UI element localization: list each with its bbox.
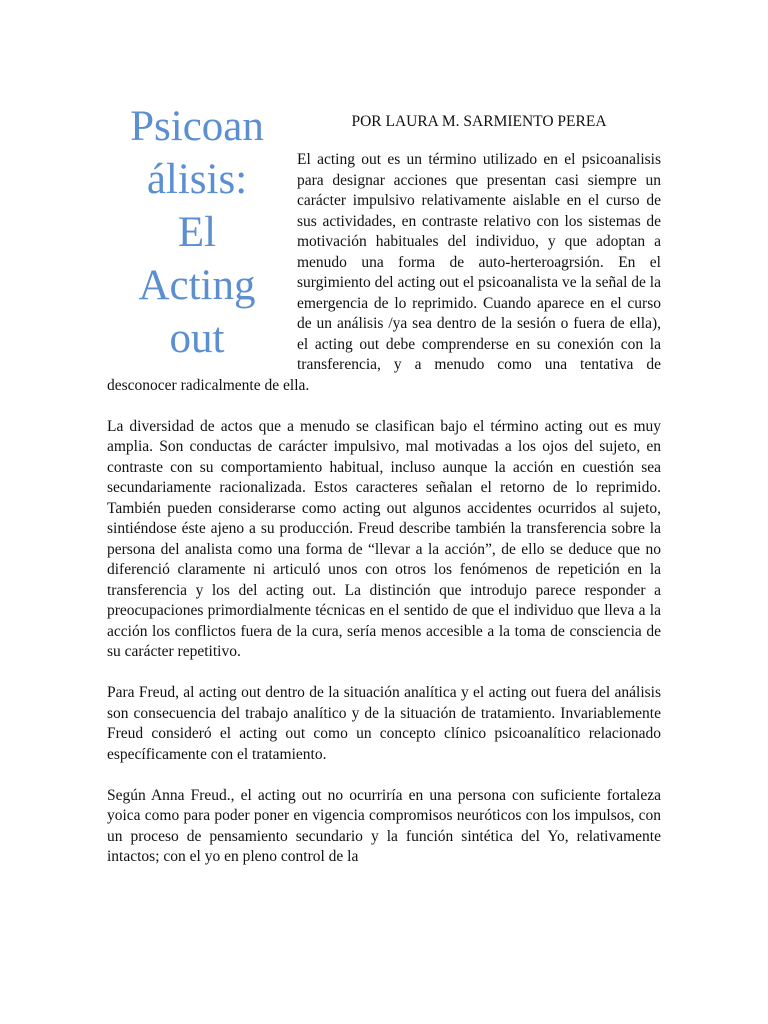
paragraph-3: Para Freud, al acting out dentro de la situación analítica y el acting out fuera del análisis son consecuencia del trabajo analítico y de la situación de tratamiento. Invariablemente Freud consideró el acting out como un concepto clínico psicoanalítico relacionado específicamente con el tratamiento. (107, 684, 661, 763)
document-body (107, 100, 661, 888)
paragraph-1: El acting out es un término utilizado en el psicoanalisis para designar acciones que presentan casi siempre un carácter impulsivo relativamente aislable en el curso de sus actividades, en contraste relativo con los sistemas de motivación habituales del individuo, y que adoptan a menudo una forma de auto-herteroagrsión. En el surgimiento del acting out el psicoanalista ve la señal de la emergencia de lo reprimido. Cuando aparece en el curso de un análisis /ya sea dentro de la sesión o fuera de ella), el acting out debe comprenderse en su conexión con la transferencia, y a menudo como una tentativa de desconocer radicalmente de ella. (107, 151, 661, 394)
title-line: El (177, 209, 217, 256)
document-title (107, 100, 287, 365)
author-byline: POR LAURA M. SARMIENTO PEREA (351, 113, 607, 130)
paragraph-2: La diversidad de actos que a menudo se clasifican bajo el término acting out es muy amplia. Son conductas de carácter impulsivo, mal motivadas a los ojos del sujeto, en contraste con su comportamiento habitual, incluso aunque la acción en cuestión sea secundariamente racionalizada. Estos caracteres señalan el retorno de lo reprimido. También pueden considerarse como acting out algunos accidentes ocurridos al sujeto, sintiéndose éste ajeno a su producción. Freud describe también la transferencia sobre la persona del analista como una forma de “llevar a la acción”, de ello se deduce que no diferenció claramente ni articuló unos con otros los fenómenos de repetición en la transferencia y los del acting out. La distinción que introdujo parece responder a preocupaciones primordialmente técnicas en el sentido de que el individuo que lleva a la acción los conflictos fuera de la cura, sería menos accesible a la toma de consciencia de su carácter repetitivo. (107, 417, 661, 660)
title-line: out (169, 315, 225, 362)
title-line: Psicoan (130, 103, 264, 150)
title-line: Acting (138, 262, 256, 309)
paragraph-4: Según Anna Freud., el acting out no ocurriría en una persona con suficiente fortaleza yoica como para poder poner en vigencia compromisos neuróticos con los impulsos, con un proceso de pensamiento secundario y la función sintética del Yo, relativamente intactos; con el yo en pleno control de la (107, 786, 661, 865)
title-line: álisis: (146, 156, 248, 203)
